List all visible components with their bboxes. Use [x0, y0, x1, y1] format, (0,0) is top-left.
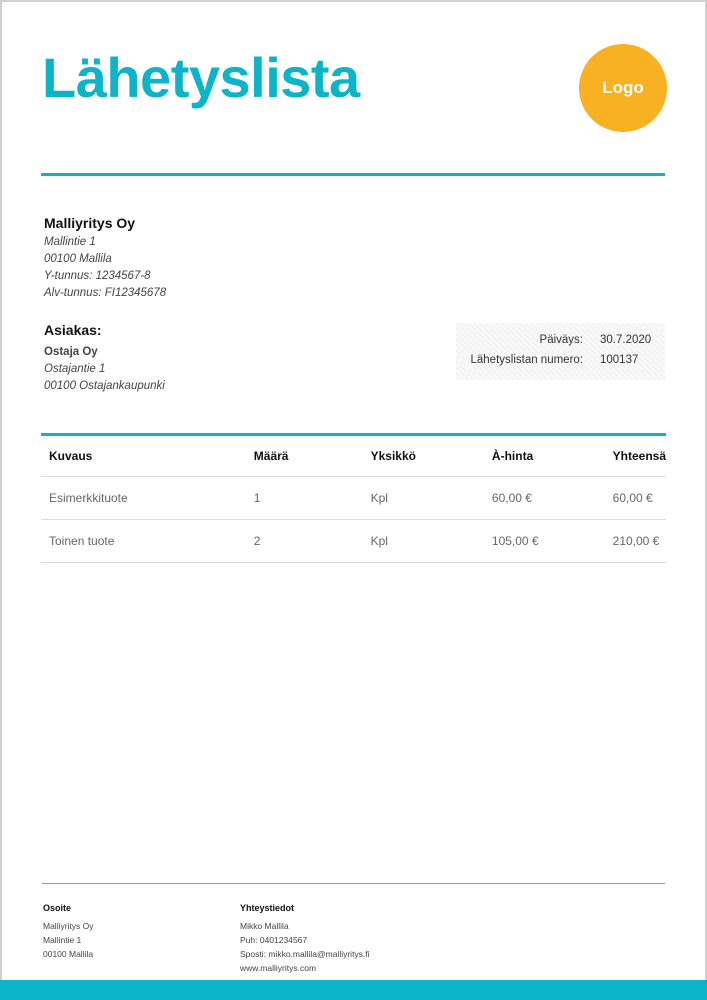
meta-number-label: Lähetyslistan numero: [470, 354, 583, 366]
cell-unit: Kpl [363, 520, 484, 563]
footer-contact-email[interactable]: Sposti: mikko.mallila@malliyritys.fi [240, 949, 370, 959]
column-header-total: Yhteensä [605, 436, 666, 477]
footer-contact-phone: Puh: 0401234567 [240, 935, 308, 945]
document-meta-box [456, 323, 665, 380]
footer-address [43, 903, 94, 961]
customer-info [44, 322, 165, 395]
table-row [41, 477, 666, 520]
table-row [41, 520, 666, 563]
meta-date-label: Päiväys: [539, 334, 583, 346]
cell-unit-price: 105,00 € [484, 520, 605, 563]
cell-unit: Kpl [363, 477, 484, 520]
seller-vat-id: Alv-tunnus: FI12345678 [44, 287, 167, 299]
company-logo [579, 44, 667, 132]
customer-address-line1: Ostajantie 1 [44, 363, 106, 375]
customer-heading: Asiakas: [44, 322, 102, 338]
seller-info [44, 215, 166, 302]
footer-contact-name: Mikko Mallila [240, 921, 289, 931]
customer-address-line2: 00100 Ostajankaupunki [44, 380, 165, 392]
customer-name: Ostaja Oy [44, 346, 98, 358]
meta-date-value: 30.7.2020 [600, 334, 652, 346]
footer-address-line: Mallintie 1 [43, 935, 82, 945]
footer-contact-website[interactable]: www.malliyritys.com [240, 963, 317, 973]
cell-description: Esimerkkituote [41, 477, 246, 520]
cell-quantity: 1 [246, 477, 363, 520]
document-title: Lähetyslista [42, 46, 360, 109]
header-divider [41, 173, 665, 176]
footer-divider [42, 883, 665, 884]
table-header-row [41, 436, 666, 477]
footer-contact-heading: Yhteystiedot [240, 903, 295, 913]
column-header-quantity: Määrä [246, 436, 363, 477]
footer-contact [240, 903, 370, 975]
footer-address-heading: Osoite [43, 903, 72, 913]
column-header-unit: Yksikkö [363, 436, 484, 477]
items-table [41, 436, 666, 563]
meta-number-value: 100137 [600, 354, 639, 366]
logo-text: Logo [602, 78, 644, 97]
column-header-unit-price: À-hinta [484, 436, 605, 477]
seller-business-id: Y-tunnus: 1234567-8 [44, 270, 151, 282]
cell-description: Toinen tuote [41, 520, 246, 563]
cell-unit-price: 60,00 € [484, 477, 605, 520]
cell-total: 60,00 € [605, 477, 666, 520]
footer-address-line: 00100 Mallila [43, 949, 94, 959]
bottom-accent-bar [0, 980, 707, 1000]
cell-total: 210,00 € [605, 520, 666, 563]
seller-address-line2: 00100 Mallila [44, 253, 112, 265]
column-header-description: Kuvaus [41, 436, 246, 477]
cell-quantity: 2 [246, 520, 363, 563]
seller-name: Malliyritys Oy [44, 215, 136, 231]
footer-address-line: Malliyritys Oy [43, 921, 94, 931]
seller-address-line1: Mallintie 1 [44, 236, 96, 248]
